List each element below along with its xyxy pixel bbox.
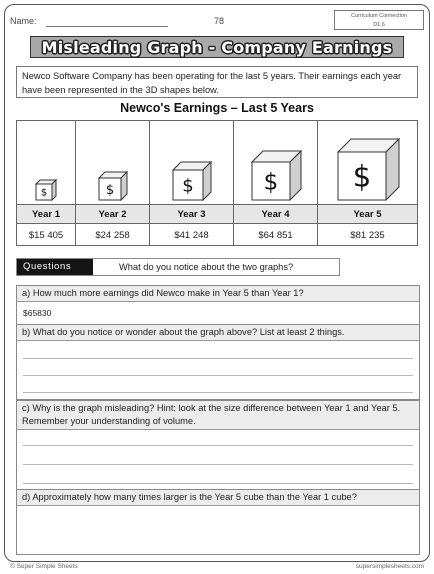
- name-label: Name:: [10, 16, 37, 26]
- writing-line[interactable]: [23, 483, 413, 484]
- earnings-value: $24 258: [95, 230, 130, 241]
- question-c-box: [16, 400, 420, 490]
- questions-bar: [16, 258, 340, 276]
- name-line: [46, 26, 168, 27]
- writing-line[interactable]: [23, 445, 413, 446]
- curriculum-connection-box: [334, 10, 424, 30]
- earnings-cube: [172, 161, 212, 201]
- writing-line[interactable]: [23, 392, 413, 393]
- writing-line[interactable]: [23, 358, 413, 359]
- chart-column: [233, 121, 317, 245]
- cube-area: [17, 121, 75, 205]
- earnings-value: $15 405: [28, 230, 64, 241]
- chart-column: [149, 121, 233, 245]
- question-c-label: c) Why is the graph misleading? Hint: look at the size difference between Year 1 and Year 5. Remember your understanding of volume.: [17, 401, 419, 430]
- cube-side-face: [52, 180, 56, 200]
- score-value: 78: [214, 16, 225, 26]
- cube-area: [150, 121, 233, 205]
- earnings-chart-table: [16, 120, 418, 246]
- question-a-answer[interactable]: $65830: [23, 308, 52, 318]
- dollar-symbol: $: [40, 187, 48, 199]
- year-label: Year 5: [318, 205, 417, 224]
- earnings-value: $81 235: [350, 230, 385, 241]
- footer-website: supersimplesheets.com: [355, 563, 424, 570]
- dollar-symbol: $: [352, 159, 372, 194]
- questions-tab: Questions: [17, 259, 93, 275]
- question-a-label: a) How much more earnings did Newco make in Year 5 than Year 1?: [17, 286, 419, 302]
- year-label: Year 2: [76, 205, 149, 224]
- dollar-symbol: $: [105, 182, 115, 198]
- question-a-box: [16, 285, 420, 325]
- year-label: Year 1: [17, 205, 75, 224]
- year-label: Year 3: [150, 205, 233, 224]
- question-b-box: [16, 324, 420, 400]
- title-banner: [30, 36, 404, 58]
- writing-line[interactable]: [23, 375, 413, 376]
- question-d-label: d) Approximately how many times larger is the Year 5 cube than the Year 1 cube?: [17, 490, 419, 506]
- question-d-box: [16, 489, 420, 555]
- dollar-symbol: $: [182, 175, 194, 197]
- cube-area: [76, 121, 149, 205]
- cube-area: [234, 121, 317, 205]
- chart-column: [317, 121, 417, 245]
- curriculum-label: Curriculum Connection: [351, 13, 407, 19]
- earnings-value: $41 248: [174, 230, 209, 241]
- earnings-cube: [337, 138, 400, 201]
- earnings-cube: [251, 150, 302, 201]
- chart-column: [17, 121, 75, 245]
- footer-copyright: © Super Simple Sheets: [10, 563, 78, 570]
- page-title: Misleading Graph - Company Earnings: [41, 37, 393, 57]
- writing-line[interactable]: [23, 464, 413, 465]
- curriculum-code: D1.6: [373, 22, 385, 28]
- questions-prompt: What do you notice about the two graphs?: [119, 262, 294, 272]
- question-b-label: b) What do you notice or wonder about the graph above? List at least 2 things.: [17, 325, 419, 341]
- cube-area: [318, 121, 417, 205]
- earnings-cube: [35, 179, 57, 201]
- dollar-symbol: $: [263, 169, 279, 196]
- year-label: Year 4: [234, 205, 317, 224]
- earnings-value: $64 851: [258, 230, 293, 241]
- chart-column: [75, 121, 149, 245]
- chart-title: Newco's Earnings – Last 5 Years: [120, 101, 314, 115]
- intro-text: Newco Software Company has been operating for the last 5 years. Their earnings each year have been represented in the 3D shapes below.: [16, 66, 418, 98]
- earnings-cube: [98, 171, 128, 201]
